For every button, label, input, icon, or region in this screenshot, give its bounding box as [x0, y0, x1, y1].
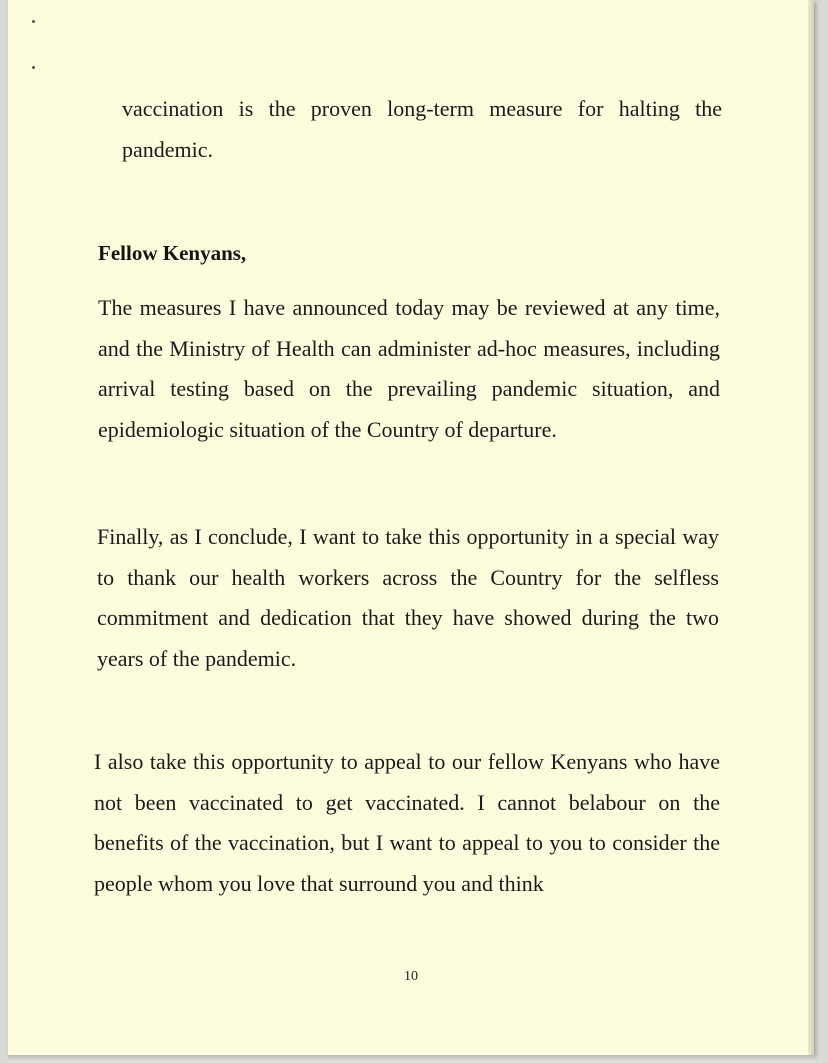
page-number: 10 — [404, 969, 418, 984]
page-shadow — [8, 1055, 816, 1063]
margin-mark — [32, 66, 35, 69]
document-page — [8, 0, 814, 1055]
salutation-heading: Fellow Kenyans, — [98, 241, 247, 265]
paragraph-conclusion: Finally, as I conclude, I want to take this opportunity in a special way to thank our health workers across the Country for the selfless commitment and dedication that they have showed during the two years of the pandemic. — [97, 524, 719, 671]
paragraph-appeal: I also take this opportunity to appeal to our fellow Kenyans who have not been vaccinated to get vaccinated. I cannot belabour on the benefits of the vaccination, but I want to appeal to you to consider the people whom you love that surround you and think — [94, 749, 720, 896]
margin-mark — [32, 20, 35, 23]
page-edge — [808, 0, 814, 1055]
paragraph-vaccination: vaccination is the proven long-term measure for halting the pandemic. — [122, 96, 722, 162]
paragraph-measures: The measures I have announced today may be reviewed at any time, and the Ministry of Health can administer ad-hoc measures, including arrival testing based on the prevailing pandemic situation, and epidemiologic situation of the Country of departure. — [98, 295, 720, 442]
